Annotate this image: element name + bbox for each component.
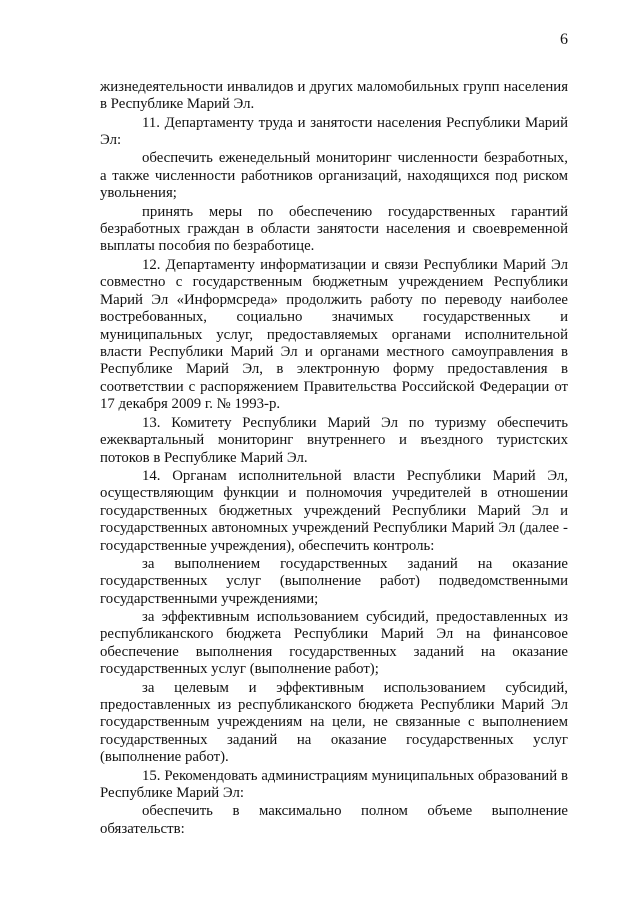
paragraph-item-13: 13. Комитету Республики Марий Эл по туризму обеспечить ежеквартальный мониторинг внутреннего и въездного туристских потоков в Республике Марий Эл. xyxy=(100,414,568,466)
paragraph-item-15-task-1: обеспечить в максимально полном объеме выполнение обязательств: xyxy=(100,803,568,837)
paragraph-item-14-control-3: за целевым и эффективным использованием субсидий, предоставленных из республиканского бюджета Республики Марий Эл государственным учреждениям на цели, не связанные с выполнением государственных заданий на оказание государственных услуг (выполнение работ). xyxy=(100,679,568,766)
paragraph-item-11: 11. Департаменту труда и занятости населения Республики Марий Эл: xyxy=(100,114,568,149)
paragraph-item-14-control-1: за выполнением государственных заданий на оказание государственных услуг (выполнение работ) подведомственными государственными учреждениями; xyxy=(100,555,568,607)
paragraph-item-15: 15. Рекомендовать администрациям муниципальных образований в Республике Марий Эл: xyxy=(100,767,568,802)
paragraph-item-11-task-1: обеспечить еженедельный мониторинг численности безработных, а также численности работников организаций, находящихся под риском увольнения; xyxy=(100,150,568,202)
page-number: 6 xyxy=(560,31,568,48)
document-body xyxy=(100,79,568,838)
paragraph-item-14: 14. Органам исполнительной власти Республики Марий Эл, осуществляющим функции и полномочия учредителей в отношении государственных бюджетных учреждений Республики Марий Эл и государственных автономных учреждений Республики Марий Эл (далее - государственные учреждения), обеспечить контроль: xyxy=(100,467,568,554)
paragraph-item-12: 12. Департаменту информатизации и связи Республики Марий Эл совместно с государственным бюджетным учреждением Республики Марий Эл «Информсреда» продолжить работу по переводу наиболее востребованных, социально значимых государственных и муниципальных услуг, предоставляемых органами исполнительной власти Республики Марий Эл и органами местного самоуправления в Республике Марий Эл, в электронную форму предоставления в соответствии с распоряжением Правительства Российской Федерации от 17 декабря 2009 г. № 1993-р. xyxy=(100,256,568,413)
paragraph-item-14-control-2: за эффективным использованием субсидий, предоставленных из республиканского бюджета Республики Марий Эл на финансовое обеспечение выполнения государственных заданий на оказание государственных услуг (выполнение работ); xyxy=(100,608,568,678)
paragraph-continuation: жизнедеятельности инвалидов и других маломобильных групп населения в Республике Марий Эл. xyxy=(100,79,568,113)
paragraph-item-11-task-2: принять меры по обеспечению государственных гарантий безработных граждан в области занятости населения и своевременной выплаты пособия по безработице. xyxy=(100,203,568,255)
